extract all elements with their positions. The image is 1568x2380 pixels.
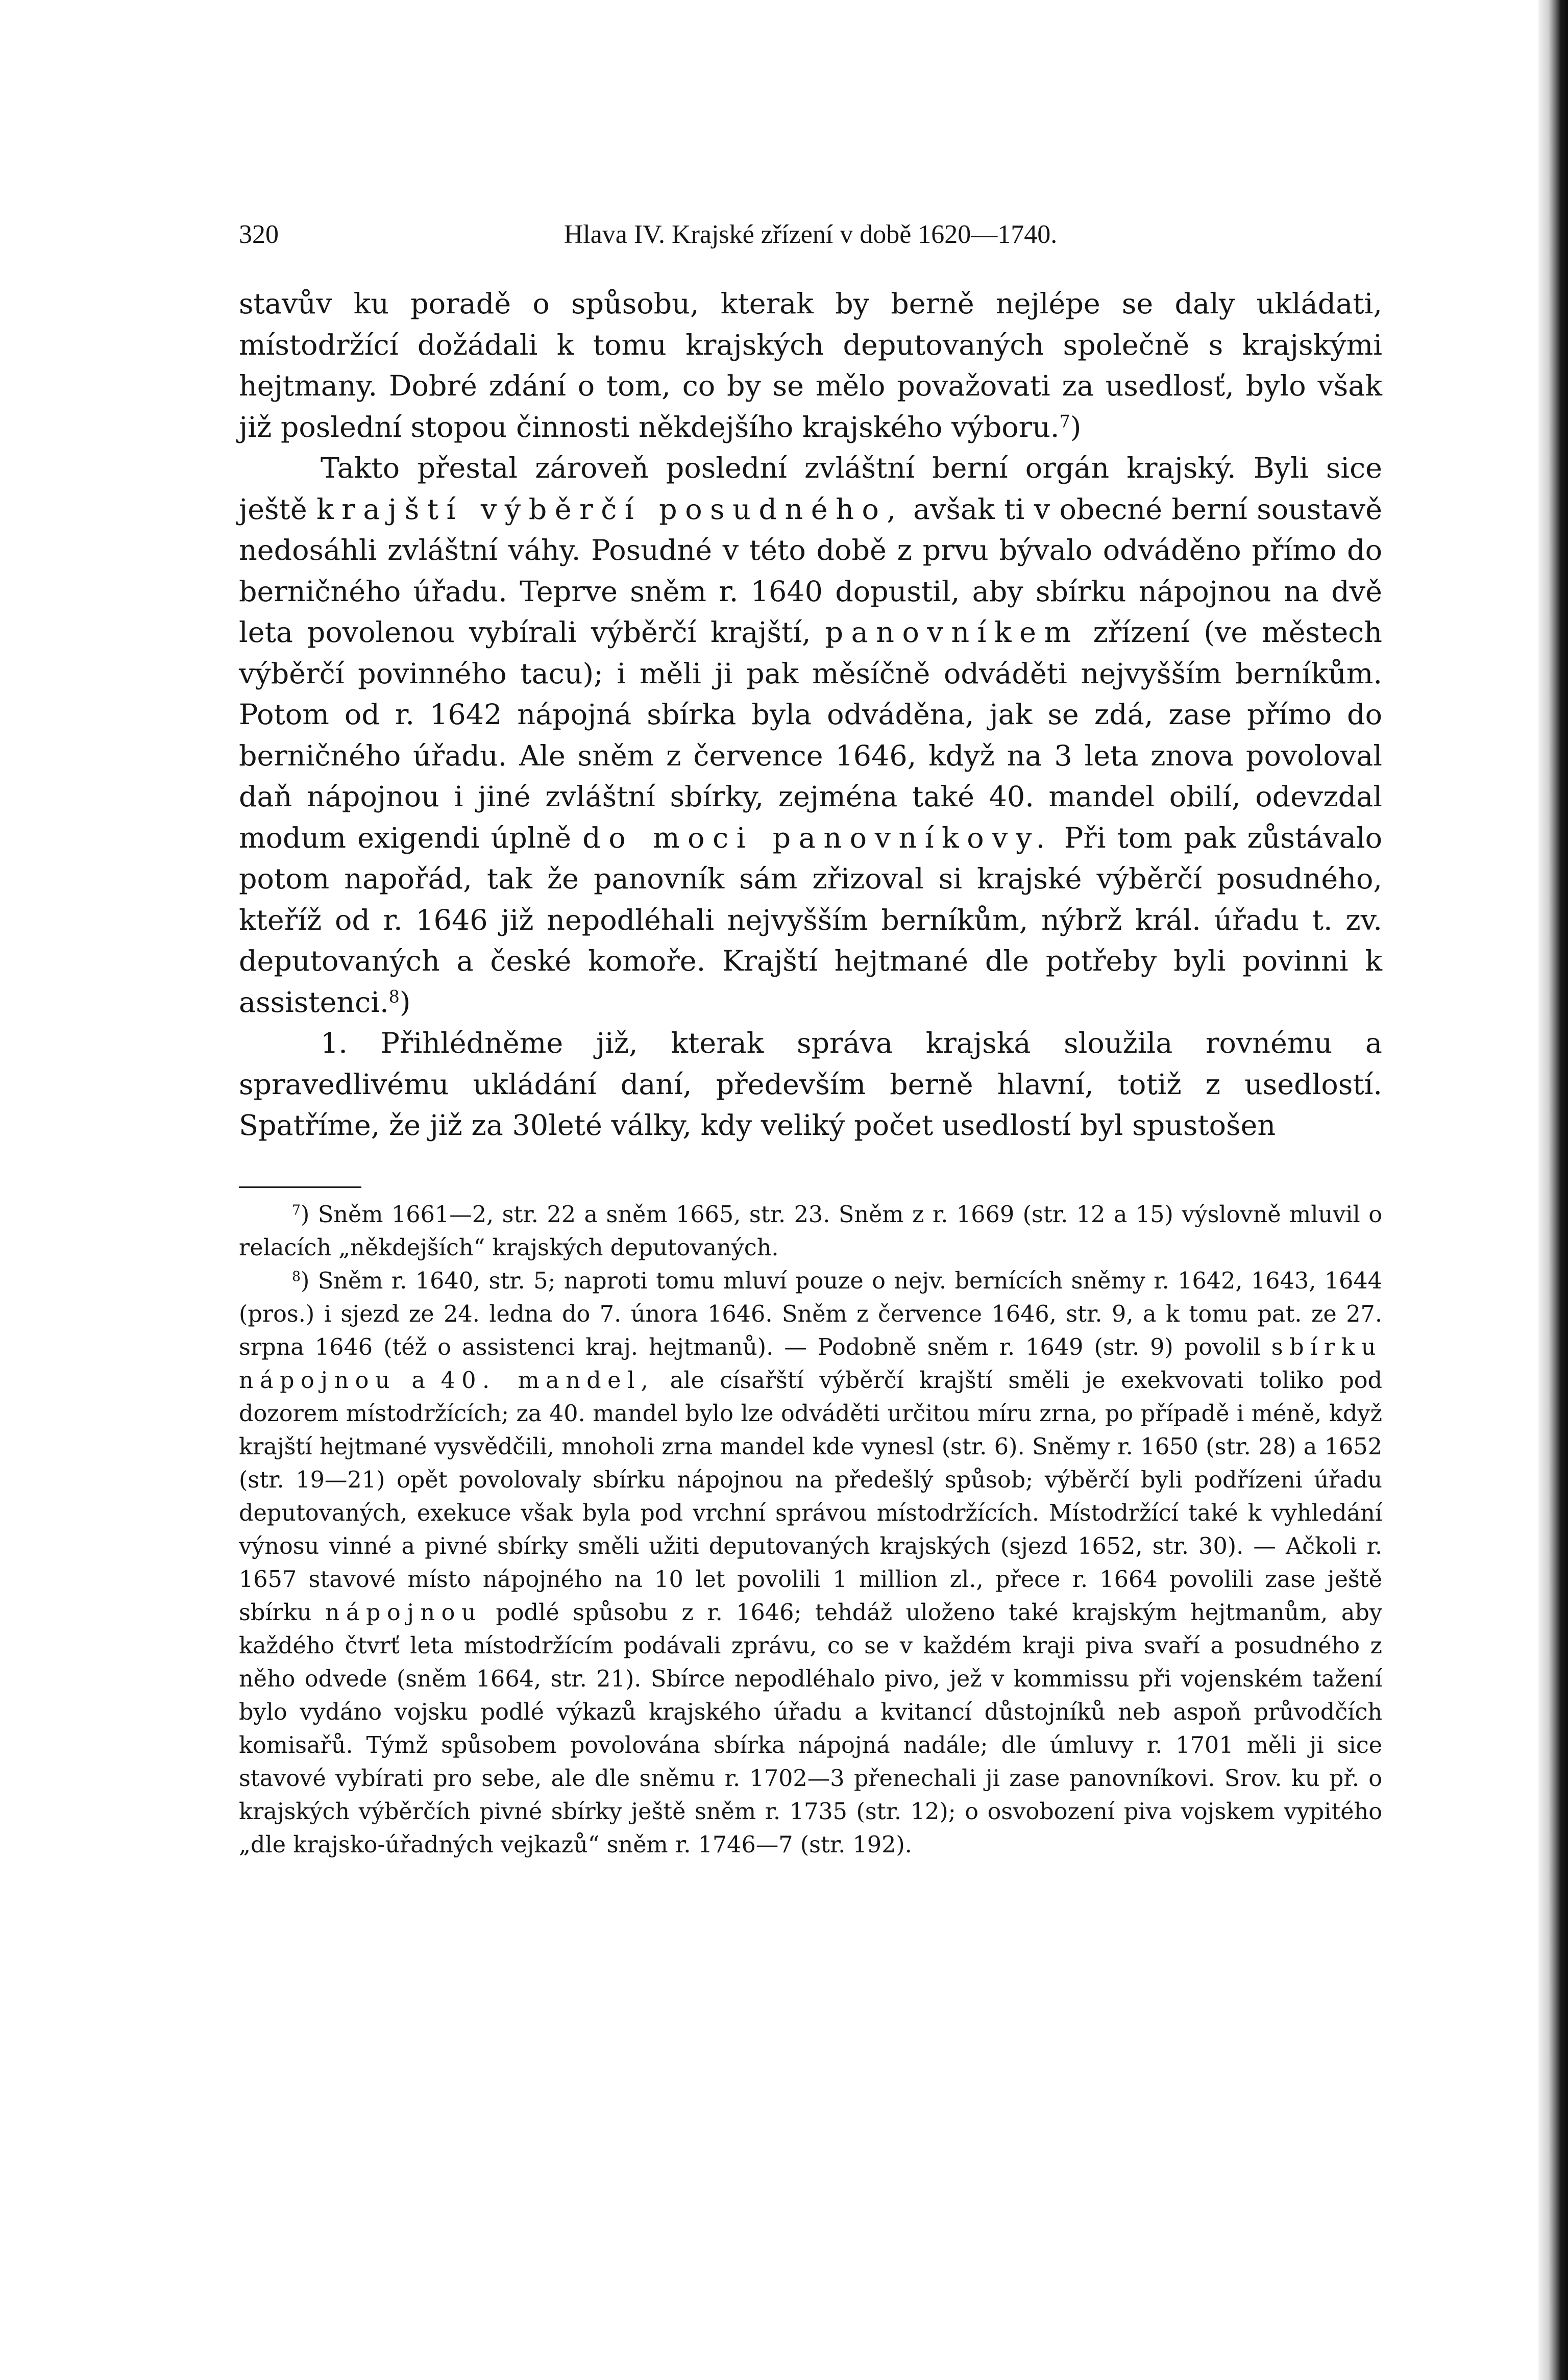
footnote-ref-8: 8 bbox=[388, 986, 400, 1007]
running-header bbox=[239, 219, 1382, 260]
emphasis-40-mandel: 40. mandel, bbox=[440, 1367, 655, 1394]
paragraph-1-text: stavův ku poradě o spůsobu, kterak by berně nejlépe se daly ukládati, místodržící dožádali k tomu krajských deputovaných společně s krajskými hejtmany. Dobré zdání o tom, co by se mělo považovati za usedlosť, bylo však již poslední stopou činnosti někdejšího krajského výboru. bbox=[239, 287, 1382, 444]
footnote-8-part-3: ale císařští výběrčí krajští směli je exekvovati toliko pod dozorem místodržících; za 40. mandel bylo lze odváděti určitou míru zrna, po případě i méně, když krajští hejtmané vysvědčili, mnoholi zrna mandel kde vynesl (str. 6). Sněmy r. 1650 (str. 28) a 1652 (str. 19—21) opět povolovaly sbírku nápojnou na předešlý spůsob; výběrčí byli podřízeni úřadu deputovaných, exekuce však byla pod vrchní správou místodržících. Místodržící také k vyhledání výnosu vinné a pivné sbírky směli užiti deputovaných krajských (sjezd 1652, str. 30). — Ačkoli r. 1657 stavové místo nápojného na 10 let povolili 1 million zl., přece r. 1664 povolili zase ještě sbírku bbox=[239, 1367, 1382, 1626]
page-number: 320 bbox=[239, 220, 279, 249]
main-text bbox=[239, 284, 1382, 1147]
footnote-8-part-1: ) Sněm r. 1640, str. 5; naproti tomu mluví pouze o nejv. bernících sněmy r. 1642, 1643, 1644 (pros.) i sjezd ze 24. ledna do 7. února 1646. Sněm z července 1646, str. 9, a k tomu pat. ze 27. srpna 1646 (též o assistenci kraj. hejtmanů). — Podobně sněm r. 1649 (str. 9) povolil bbox=[239, 1268, 1382, 1360]
paragraph-2-part-1: Takto přestal zároveň poslední zvláštní berní orgán krajský. Byli sice ještě bbox=[239, 452, 1382, 526]
paragraph-2-part-2: avšak ti v obecné berní soustavě nedosáhli zvláštní váhy. Posudné v této době z prvu bývalo odváděno přímo do berničného úřadu. Teprve sněm r. 1640 dopustil, aby sbírku nápojnou na dvě leta povolenou vybírali výběrčí krajští, bbox=[239, 492, 1382, 649]
paragraph-3-text: 1. Přihlédněme již, kterak správa krajská sloužila rovnému a spravedlivému ukládání daní, především berně hlavní, totiž z usedlostí. Spatříme, že již za 30leté války, kdy veliký počet usedlostí byl spustošen bbox=[239, 1027, 1382, 1142]
footnote-8-part-2: a bbox=[396, 1367, 441, 1394]
footnotes bbox=[239, 1198, 1382, 1862]
paragraph-2 bbox=[239, 448, 1382, 1023]
footnote-ref-close: ) bbox=[399, 985, 411, 1019]
emphasis-panovnikem: panovníkem bbox=[825, 616, 1079, 649]
paragraph-1 bbox=[239, 284, 1382, 448]
footnote-7-text: ) Sněm 1661—2, str. 22 a sněm 1665, str. 23. Sněm z r. 1669 (str. 12 a 15) výslovně mluvil o relacích „někdejších“ krajských deputovaných. bbox=[239, 1201, 1382, 1261]
footnote-ref-7: 7 bbox=[1059, 411, 1070, 432]
footnote-separator bbox=[239, 1186, 361, 1188]
emphasis-krajsti-vyberci: krajští výběrčí posudného, bbox=[316, 492, 904, 526]
emphasis-sbirku-napojnou: sbírku nápojnou bbox=[239, 1334, 1382, 1394]
paragraph-2-part-4: Při tom pak zůstávalo potom napořád, tak že panovník sám zřizoval si krajské výběrčí posudného, kteříž od r. 1646 již nepodléhali nejvyšším berníkům, nýbrž král. úřadu t. zv. deputovaných a české komoře. Krajští hejtmané dle potřeby byli povinni k assistenci. bbox=[239, 821, 1382, 1019]
footnote-ref-close: ) bbox=[1070, 410, 1082, 444]
footnote-8 bbox=[239, 1265, 1382, 1862]
running-title: Hlava IV. Krajské zřízení v době 1620—1740. bbox=[564, 220, 1058, 249]
paragraph-2-part-3: zřízení (ve městech výběrčí povinného tacu); i měli ji pak měsíčně odváděti nejvyšším berníkům. Potom od r. 1642 nápojná sbírka byla odváděna, jak se zdá, zase přímo do berničného úřadu. Ale sněm z července 1646, když na 3 leta znova povoloval daň nápojnou i jiné zvláštní sbírky, zejména také 40. mandel obilí, odevzdal modum exigendi úplně bbox=[239, 616, 1382, 855]
emphasis-do-moci-panovnikovy: do moci panovníkovy. bbox=[582, 821, 1053, 855]
paragraph-3 bbox=[239, 1023, 1382, 1147]
footnote-mark-8: 8 bbox=[292, 1268, 301, 1284]
emphasis-napojnou: nápojnou bbox=[325, 1599, 482, 1626]
footnote-8-part-4: podlé spůsobu z r. 1646; tehdáž uloženo také krajským hejtmanům, aby každého čtvrť leta místodržícím podávali zprávu, co se v každém kraji piva svaří a posudného z něho odvede (sněm 1664, str. 21). Sbírce nepodléhalo pivo, jež v kommissu při vojenském tažení bylo vydáno vojsku podlé výkazů krajského úřadu a kvitancí důstojníků neb aspoň průvodčích komisařů. Týmž spůsobem povolována sbírka nápojná nadále; dle úmluvy r. 1701 měli ji sice stavové vybírati pro sebe, ale dle sněmu r. 1702—3 přenechali ji zase panovníkovi. Srov. ku př. o krajských výběrčích pivné sbírky ještě sněm r. 1735 (str. 12); o osvobození piva vojskem vypitého „dle krajsko-úřadných vejkazů“ sněm r. 1746—7 (str. 192). bbox=[239, 1599, 1382, 1858]
page-edge-shadow bbox=[1538, 0, 1568, 2380]
footnote-7 bbox=[239, 1198, 1382, 1265]
footnote-mark-7: 7 bbox=[292, 1202, 301, 1218]
book-page bbox=[239, 219, 1382, 1862]
